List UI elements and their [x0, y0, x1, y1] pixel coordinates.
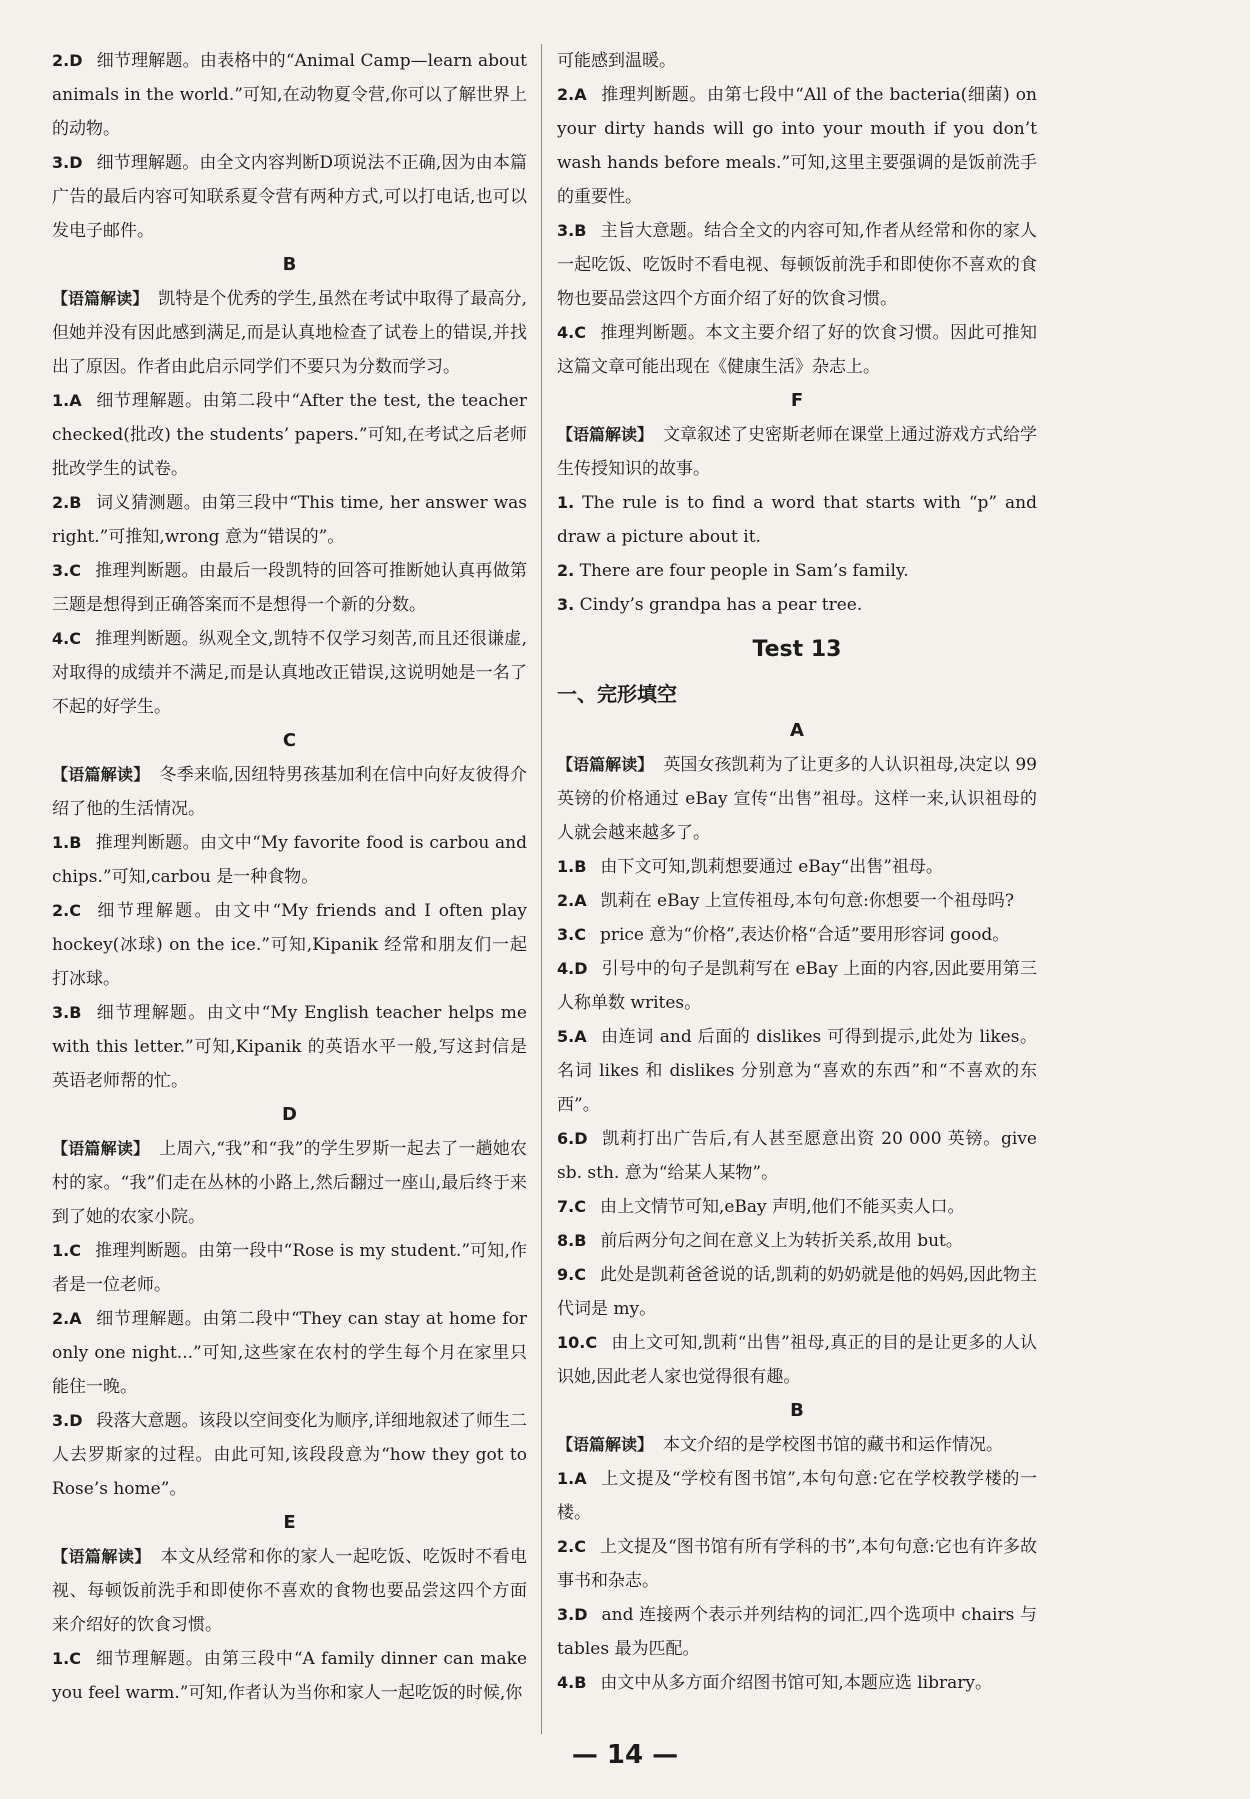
answer-item: 1.A 上文提及“学校有图书馆”,本句句意:它在学校教学楼的一楼。	[557, 1469, 1037, 1523]
section-heading: E	[283, 1512, 296, 1533]
answer-item: 4.C 推理判断题。纵观全文,凯特不仅学习刻苦,而且还很谦虚,对取得的成绩并不满足,而是认真地改正错误,这说明她是一名了不起的好学生。	[52, 629, 527, 717]
answer-item: 8.B 前后两分句之间在意义上为转折关系,故用 but。	[557, 1231, 963, 1251]
answer-item: 2.A 凯莉在 eBay 上宣传祖母,本句句意:你想要一个祖母吗?	[557, 891, 1014, 911]
answer-item: 2. There are four people in Sam’s family.	[557, 561, 909, 581]
answer-item: 3. Cindy’s grandpa has a pear tree.	[557, 595, 863, 615]
answer-item: 4.C 推理判断题。本文主要介绍了好的饮食习惯。因此可推知这篇文章可能出现在《健康生活》杂志上。	[557, 323, 1037, 377]
answer-item: 3.C 推理判断题。由最后一段凯特的回答可推断她认真再做第三题是想得到正确答案而不是想得一个新的分数。	[52, 561, 527, 615]
continued-text: 可能感到温暖。	[557, 51, 676, 71]
answer-item: 3.D and 连接两个表示并列结构的词汇,四个选项中 chairs 与 tables 最为匹配。	[557, 1605, 1037, 1659]
right-column	[557, 44, 1037, 1700]
answer-item: 3.C price 意为“价格”,表达价格“合适”要用形容词 good。	[557, 925, 1010, 945]
answer-item: 1.B 由下文可知,凯莉想要通过 eBay“出售”祖母。	[557, 857, 943, 877]
answer-item: 4.D 引号中的句子是凯莉写在 eBay 上面的内容,因此要用第三人称单数 writes。	[557, 959, 1037, 1013]
answer-item: 1.C 细节理解题。由第三段中“A family dinner can make you feel warm.”可知,作者认为当你和家人一起吃饭的时候,你	[52, 1649, 527, 1703]
answer-item: 2.B 词义猜测题。由第三段中“This time, her answer was right.”可推知,wrong 意为“错误的”。	[52, 493, 527, 547]
page-number: — 14 —	[571, 1740, 679, 1770]
passage-analysis: 【语篇解读】 上周六,“我”和“我”的学生罗斯一起去了一趟她农村的家。“我”们走在丛林的小路上,然后翻过一座山,最后终于来到了她的农家小院。	[52, 1139, 527, 1227]
section-heading: B	[282, 254, 297, 275]
answer-item: 10.C 由上文可知,凯莉“出售”祖母,真正的目的是让更多的人认识她,因此老人家也觉得很有趣。	[557, 1333, 1037, 1387]
answer-item: 2.A 细节理解题。由第二段中“They can stay at home for only one night...”可知,这些家在农村的学生每个月在家里只能住一晚。	[52, 1309, 527, 1397]
answer-item: 6.D 凯莉打出广告后,有人甚至愿意出资 20 000 英镑。give sb. sth. 意为“给某人某物”。	[557, 1129, 1037, 1183]
left-column	[52, 44, 527, 1710]
answer-item: 3.B 主旨大意题。结合全文的内容可知,作者从经常和你的家人一起吃饭、吃饭时不看电视、每顿饭前洗手和即使你不喜欢的食物也要品尝这四个方面介绍了好的饮食习惯。	[557, 221, 1037, 309]
passage-analysis: 【语篇解读】 文章叙述了史密斯老师在课堂上通过游戏方式给学生传授知识的故事。	[557, 425, 1038, 479]
passage-analysis: 【语篇解读】 英国女孩凯莉为了让更多的人认识祖母,决定以 99 英镑的价格通过 eBay 宣传“出售”祖母。这样一来,认识祖母的人就会越来越多了。	[557, 755, 1037, 843]
answer-item: 1.A 细节理解题。由第二段中“After the test, the teacher checked(批改) the students’ papers.”可知,在考试之后老师批改学生的试卷。	[52, 391, 527, 479]
test-title: Test 13	[752, 637, 842, 662]
section-heading: B	[790, 1400, 804, 1421]
answer-item: 4.B 由文中从多方面介绍图书馆可知,本题应选 library。	[557, 1673, 992, 1693]
answer-item: 3.B 细节理解题。由文中“My English teacher helps me with this letter.”可知,Kipanik 的英语水平一般,写这封信是英语老师帮的忙。	[52, 1003, 527, 1091]
answer-item: 1.B 推理判断题。由文中“My favorite food is carbou and chips.”可知,carbou 是一种食物。	[52, 833, 527, 887]
passage-analysis: 【语篇解读】 凯特是个优秀的学生,虽然在考试中取得了最高分,但她并没有因此感到满足,而是认真地检查了试卷上的错误,并找出了原因。作者由此启示同学们不要只为分数而学习。	[52, 289, 527, 377]
answer-item: 3.D 段落大意题。该段以空间变化为顺序,详细地叙述了师生二人去罗斯家的过程。由此可知,该段段意为“how they got to Rose’s home”。	[52, 1411, 527, 1499]
answer-item: 5.A 由连词 and 后面的 dislikes 可得到提示,此处为 likes。名词 likes 和 dislikes 分别意为“喜欢的东西”和“不喜欢的东西”。	[557, 1027, 1037, 1115]
section-heading: D	[282, 1104, 297, 1125]
answer-item: 1. The rule is to find a word that starts with “p” and draw a picture about it.	[557, 493, 1037, 547]
section-heading: C	[282, 730, 297, 751]
answer-item: 2.A 推理判断题。由第七段中“All of the bacteria(细菌) on your dirty hands will go into your mouth if you don’t wash hands before meals.”可知,这里主要强调的是饭前洗手的重要性。	[557, 85, 1037, 207]
answer-item: 2.C 上文提及“图书馆有所有学科的书”,本句句意:它也有许多故事书和杂志。	[557, 1537, 1037, 1591]
passage-analysis: 【语篇解读】 本文从经常和你的家人一起吃饭、吃饭时不看电视、每顿饭前洗手和即使你不喜欢的食物也要品尝这四个方面来介绍好的饮食习惯。	[52, 1547, 527, 1635]
answer-item: 2.D 细节理解题。由表格中的“Animal Camp—learn about animals in the world.”可知,在动物夏令营,你可以了解世界上的动物。	[52, 51, 527, 139]
answer-item: 9.C 此处是凯莉爸爸说的话,凯莉的奶奶就是他的妈妈,因此物主代词是 my。	[557, 1265, 1037, 1319]
part-title: 一、完形填空	[557, 682, 677, 706]
answer-item: 2.C 细节理解题。由文中“My friends and I often play hockey(冰球) on the ice.”可知,Kipanik 经常和朋友们一起打冰球。	[52, 901, 527, 989]
passage-analysis: 【语篇解读】 冬季来临,因纽特男孩基加利在信中向好友彼得介绍了他的生活情况。	[52, 765, 527, 819]
answer-item: 1.C 推理判断题。由第一段中“Rose is my student.”可知,作者是一位老师。	[52, 1241, 527, 1295]
answer-item: 3.D 细节理解题。由全文内容判断D项说法不正确,因为由本篇广告的最后内容可知联系夏令营有两种方式,可以打电话,也可以发电子邮件。	[52, 153, 527, 241]
answer-item: 7.C 由上文情节可知,eBay 声明,他们不能买卖人口。	[557, 1197, 965, 1217]
section-heading: F	[790, 390, 804, 411]
passage-analysis: 【语篇解读】 本文介绍的是学校图书馆的藏书和运作情况。	[557, 1435, 1004, 1455]
column-divider	[541, 44, 542, 1734]
section-heading: A	[790, 720, 804, 741]
